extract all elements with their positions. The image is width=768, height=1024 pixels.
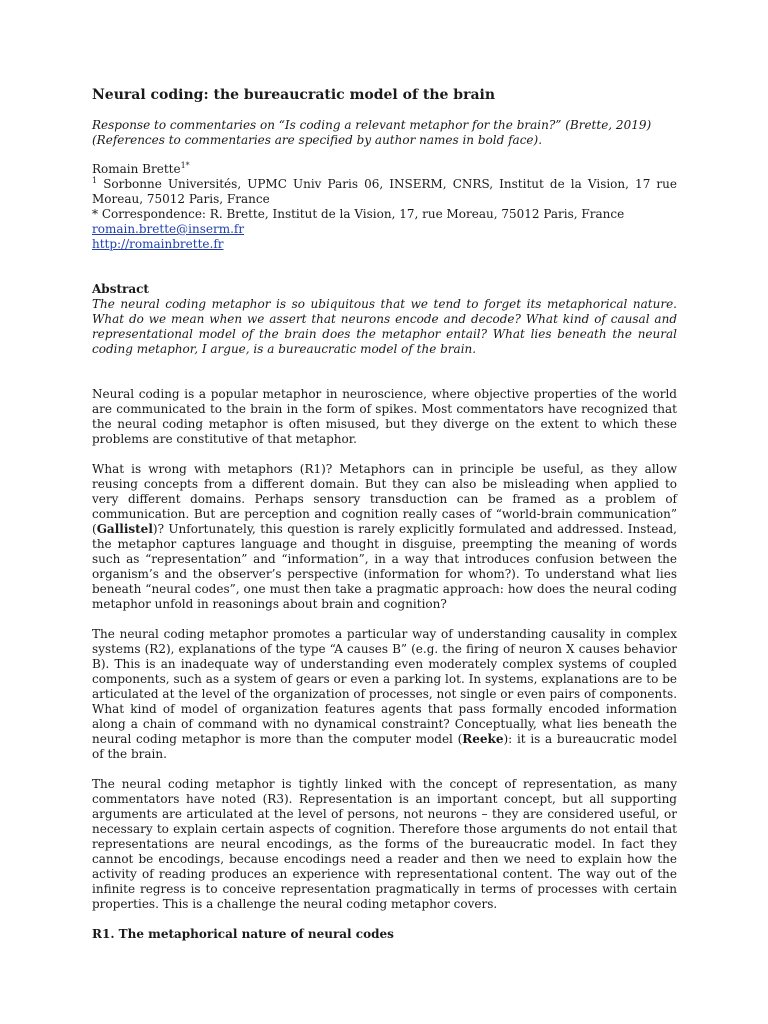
abstract-heading: Abstract bbox=[92, 282, 149, 296]
paragraph-2: What is wrong with metaphors (R1)? Metaphors can in principle be useful, as they allow reusing concepts from a different domain. But they can also be misleading when applied to very different domains. Perhaps sensory transduction can be framed as a problem of communication. But are perception and cognition really cases of “world-brain communication” (Gallistel)? Unfortunately, this question is rarely explicitly formulated and addressed. Instead, the metaphor captures language and thought in disguise, preempting the meaning of words such as “representation” and “information”, in a way that introduces confusion between the organism’s and the observer’s perspective (information for whom?). To understand what lies beneath “neural codes”, one must then take a pragmatic approach: how does the neural coding metaphor unfold in reasonings about brain and cognition? bbox=[92, 462, 677, 611]
affiliation-superscript: 1 bbox=[92, 176, 98, 185]
reference-gallistel: Gallistel bbox=[96, 522, 153, 536]
paragraph-3: The neural coding metaphor promotes a particular way of understanding causality in complex systems (R2), explanations of the type “A causes B” (e.g. the firing of neuron X causes behavior B). This is an inadequate way of understanding even moderately complex systems of coupled components, such as a system of gears or even a parking lot. In systems, explanations are to be articulated at the level of the organization of processes, not single or even pairs of components. What kind of model of organization features agents that pass formally encoded information along a chain of command with no dynamical constraint? Conceptually, what lies beneath the neural coding metaphor is more than the computer model (Reeke): it is a bureaucratic model of the brain. bbox=[92, 627, 678, 761]
abstract-text: The neural coding metaphor is so ubiquitous that we tend to forget its metaphorical nature. What do we mean when we assert that neurons encode and decode? What kind of causal and representational model of the brain does the metaphor entail? What lies beneath the neural coding metaphor, I argue, is a bureaucratic model of the brain. bbox=[92, 297, 677, 356]
author-block bbox=[92, 162, 677, 252]
paper-subtitle bbox=[92, 118, 677, 148]
reference-reeke: Reeke bbox=[462, 732, 504, 746]
author-name-line bbox=[92, 162, 677, 177]
subtitle-line-1: Response to commentaries on “Is coding a relevant metaphor for the brain?” (Brette, 2019) bbox=[92, 118, 652, 132]
author-affiliation: $^1$ Sorbonne Universités, UPMC Univ Paris 06, INSERM, CNRS, Institut de la Vision, 17 rue Moreau, 75012 Paris, France bbox=[92, 176, 677, 206]
website-link[interactable]: http://romainbrette.fr bbox=[92, 237, 224, 251]
paper-title: Neural coding: the bureaucratic model of the brain bbox=[92, 87, 496, 103]
paper-content bbox=[92, 86, 677, 942]
paragraph-4: The neural coding metaphor is tightly linked with the concept of representation, as many commentators have noted (R3). Representation is an important concept, but all supporting arguments are articulated at the level of persons, not neurons – they are considered useful, or necessary to explain certain aspects of cognition. Therefore those arguments do not entail that representations are neural encodings, as the forms of the bureaucratic model. In fact they cannot be encodings, because encodings need a reader and then we need to explain how the activity of reading produces an experience with representational content. The way out of the infinite regress is to conceive representation pragmatically in terms of processes with certain properties. This is a challenge the neural coding metaphor covers. bbox=[92, 777, 677, 911]
author-name: Romain Brette bbox=[92, 162, 181, 176]
author-superscript: 1* bbox=[180, 161, 190, 170]
section-heading-r1: R1. The metaphorical nature of neural codes bbox=[92, 927, 394, 941]
email-link[interactable]: romain.brette@inserm.fr bbox=[92, 222, 245, 236]
author-correspondence: * Correspondence: R. Brette, Institut de la Vision, 17, rue Moreau, 75012 Paris, France bbox=[92, 207, 625, 221]
paragraph-1: Neural coding is a popular metaphor in neuroscience, where objective properties of the world are communicated to the brain in the form of spikes. Most commentators have recognized that the neural coding metaphor is often misused, but they diverge on the extent to which these problems are constitutive of that metaphor. bbox=[92, 387, 677, 446]
subtitle-line-2: (References to commentaries are specified by author names in bold face). bbox=[92, 133, 543, 147]
